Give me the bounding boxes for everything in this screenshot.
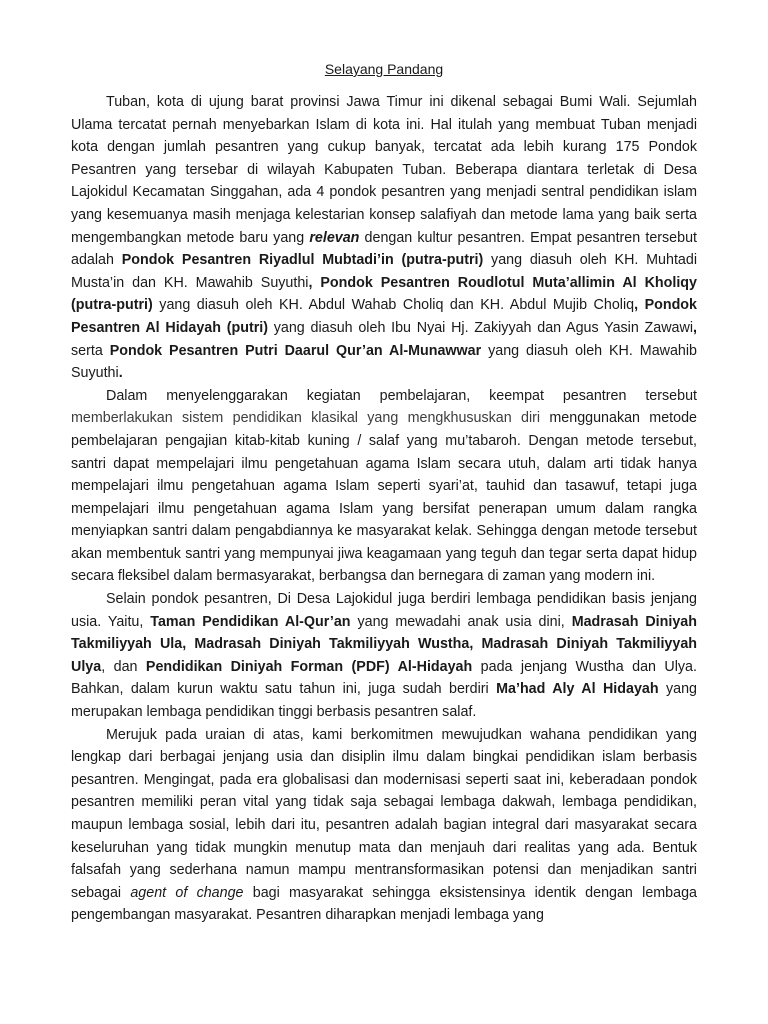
text-run: Dalam menyelenggarakan kegiatan pembelajaran, keempat pesantren tersebut — [106, 387, 697, 404]
text-run-muted: memberlakukan sistem pendidikan klasikal yang mengkhususkan diri — [71, 410, 541, 427]
text-run: , dan — [101, 658, 146, 675]
text-run: Merujuk pada uraian di atas, kami berkomitmen mewujudkan wahana pendidikan yang lengkap dari berbagai jenjang usia dan disiplin ilmu dalam bingkai pendidikan islam berbasis pesantren. Mengingat, pada era globalisasi dan modernisasi seperti saat ini, keberadaan pondok pesantren memiliki peran vital yang tidak saja sebagai lembaga dakwah, lembaga pendidikan, maupun lembaga sosial, lebih dari itu, pesantren adalah bagian integral dari masyarakat secara keseluruhan yang tidak mungkin menutup mata dan menjauh dari realitas yang ada. Bentuk falsafah yang sederhana namun mampu mentransformasikan potensi dan menjadikan santri sebagai — [71, 726, 697, 901]
paragraph-commitment — [71, 724, 697, 927]
text-run: Tuban, kota di ujung barat provinsi Jawa Timur ini dikenal sebagai Bumi Wali. Sejumlah Ulama tercatat pernah menyebarkan Islam di kota ini. Hal itulah yang membuat Tuban menjadi kota dengan jumlah pesantren yang cukup banyak, tercatat ada lebih kurang 175 Pondok Pesantren yang tersebar di wilayah Kabupaten Tuban. Beberapa diantara terletak di Desa Lajokidul Kecamatan Singgahan, ada 4 pondok pesantren yang menjadi sentral pendidikan islam yang kesemuanya masih menjaga kelestarian konsep salafiyah dan metode lama yang baik serta mengembangkan metode baru yang — [71, 94, 697, 246]
text-run: yang diasuh oleh KH. Abdul Wahab Choliq dan KH. Abdul Mujib Choliq — [152, 297, 635, 314]
text-run: yang merupakan lembaga pendidikan tinggi berbasis pesantren salaf. — [71, 681, 697, 721]
text-run: yang mewadahi anak usia dini, — [350, 613, 572, 630]
paragraph-intro — [71, 91, 697, 385]
pesantren-name-roudlotul: , Pondok Pesantren Roudlotul Muta’allimin Al Kholiqy (putra-putri) — [71, 274, 697, 314]
pesantren-name-daarul-quran: Pondok Pesantren Putri Daarul Qur’an Al-Munawwar — [109, 342, 482, 359]
bold-period: . — [118, 365, 123, 382]
text-run: yang diasuh oleh KH. Muhtadi Musta’in dan KH. Mawahib Suyuthi — [71, 252, 698, 291]
pesantren-name-riyadlul: Pondok Pesantren Riyadlul Mubtadi’in (putra-putri) — [121, 252, 484, 269]
text-run: Selain pondok pesantren, Di Desa Lajokidul juga berdiri lembaga pendidikan basis jenjang usia. Yaitu, — [71, 591, 697, 630]
text-run: yang diasuh oleh KH. Mawahib Suyuthi — [71, 342, 697, 382]
bold-comma: , — [693, 319, 697, 336]
emphasis-agent-of-change: agent of change — [130, 884, 244, 901]
text-run: dengan kultur pesantren. Empat pesantren tersebut adalah — [71, 229, 698, 269]
institution-mahad-aly: Ma’had Aly Al Hidayah — [496, 681, 659, 698]
text-run: yang diasuh oleh Ibu Nyai Hj. Zakiyyah dan Agus Yasin Zawawi — [268, 319, 694, 336]
text-run: bagi masyarakat sehingga eksistensinya identik dengan lembaga pengembangan masyarakat. Pesantren diharapkan menjadi lembaga yang — [71, 884, 697, 924]
text-run: serta — [71, 342, 110, 359]
emphasis-relevan: relevan — [309, 229, 360, 246]
institution-tpq: Taman Pendidikan Al-Qur’an — [150, 613, 351, 630]
institution-pdf-al-hidayah: Pendidikan Diniyah Forman (PDF) Al-Hidayah — [145, 658, 473, 675]
institution-madrasah-diniyah: Madrasah Diniyah Takmiliyyah Ula, Madrasah Diniyah Takmiliyyah Wustha, Madrasah Diniyah Takmiliyyah Ulya — [71, 613, 697, 675]
document-title: Selayang Pandang — [324, 61, 444, 77]
text-run: pada jenjang Wustha dan Ulya. Bahkan, dalam kurun waktu satu tahun ini, juga sudah berdiri — [71, 658, 697, 698]
pesantren-name-al-hidayah: , Pondok Pesantren Al Hidayah (putri) — [71, 297, 697, 336]
paragraph-institutions — [71, 588, 697, 724]
text-run: menggunakan metode pembelajaran pengajian kitab-kitab kuning / salaf yang mu’tabaroh. Dengan metode tersebut, santri dapat mempelajari ilmu pengetahuan agama Islam secara utuh, dalam arti tidak hanya mempelajari ilmu pengetahuan agama Islam seperti syari’at, tauhid dan tasawuf, tetapi juga mempelajari ilmu pengetahuan agama Islam yang bersifat penerapan umum dalam rangka menyiapkan santri dalam pengabdiannya ke masyarakat kelak. Sehingga dengan metode tersebut akan membentuk santri yang mempunyai jiwa keagamaan yang teguh dan tegar serta dapat hidup secara fleksibel dalam bermasyarakat, berbangsa dan bernegara di zaman yang modern ini. — [71, 410, 697, 585]
paragraph-method — [71, 385, 697, 588]
